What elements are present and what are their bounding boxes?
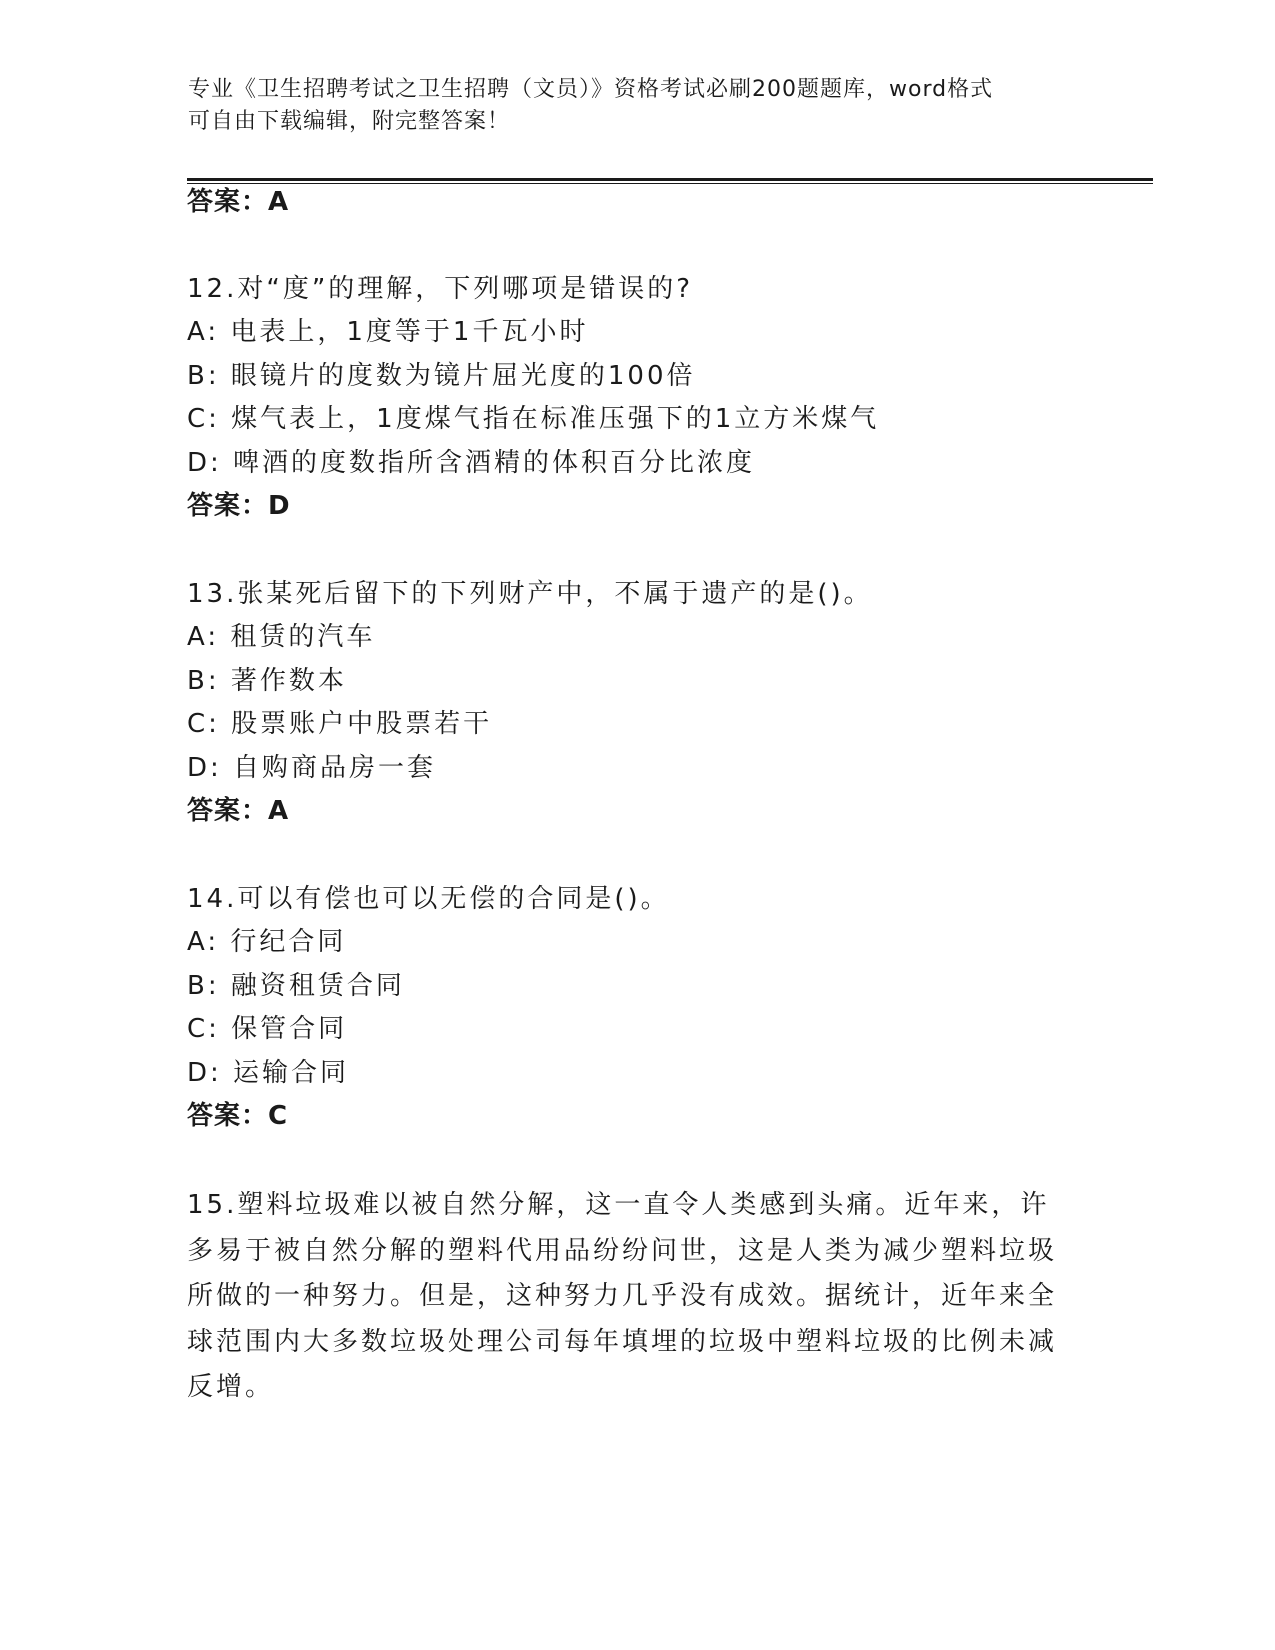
question-13-option-b: B: 著作数本 [187, 666, 347, 696]
question-12-option-b: B: 眼镜片的度数为镜片屈光度的100倍 [187, 361, 696, 391]
header-divider [187, 178, 1153, 184]
question-14-option-d: D: 运输合同 [187, 1058, 350, 1088]
question-14-stem: 14.可以有偿也可以无偿的合同是()。 [187, 884, 670, 914]
question-12-option-a: A: 电表上，1度等于1千瓦小时 [187, 317, 589, 347]
document-header [188, 74, 1068, 138]
answer-q11: 答案：A [187, 187, 290, 217]
header-line-1: 专业《卫生招聘考试之卫生招聘（文员）》资格考试必刷200题题库，word格式 [188, 77, 994, 102]
question-14-option-b: B: 融资租赁合同 [187, 971, 405, 1001]
question-13-stem: 13.张某死后留下的下列财产中，不属于遗产的是()。 [187, 579, 873, 609]
answer-q14: 答案：C [187, 1101, 289, 1131]
header-line-2: 可自由下载编辑，附完整答案！ [188, 109, 511, 134]
question-12-option-c: C: 煤气表上，1度煤气指在标准压强下的1立方米煤气 [187, 404, 880, 434]
question-15-stem: 15.塑料垃圾难以被自然分解，这一直令人类感到头痛。近年来，许多易于被自然分解的塑料代用品纷纷问世，这是人类为减少塑料垃圾所做的一种努力。但是，这种努力几乎没有成效。据统计，近年来全球范围内大多数垃圾处理公司每年填埋的垃圾中塑料垃圾的比例未减反增。 [187, 1190, 1058, 1402]
question-13-option-a: A: 租赁的汽车 [187, 622, 376, 652]
question-14-option-c: C: 保管合同 [187, 1014, 348, 1044]
question-13-option-c: C: 股票账户中股票若干 [187, 709, 493, 739]
answer-q12: 答案：D [187, 491, 291, 521]
question-14-option-a: A: 行纪合同 [187, 927, 347, 957]
question-12-stem: 12.对“度”的理解，下列哪项是错误的? [187, 274, 694, 304]
question-13-option-d: D: 自购商品房一套 [187, 753, 437, 783]
question-12-option-d: D: 啤酒的度数指所含酒精的体积百分比浓度 [187, 448, 756, 478]
answer-q13: 答案：A [187, 796, 290, 826]
